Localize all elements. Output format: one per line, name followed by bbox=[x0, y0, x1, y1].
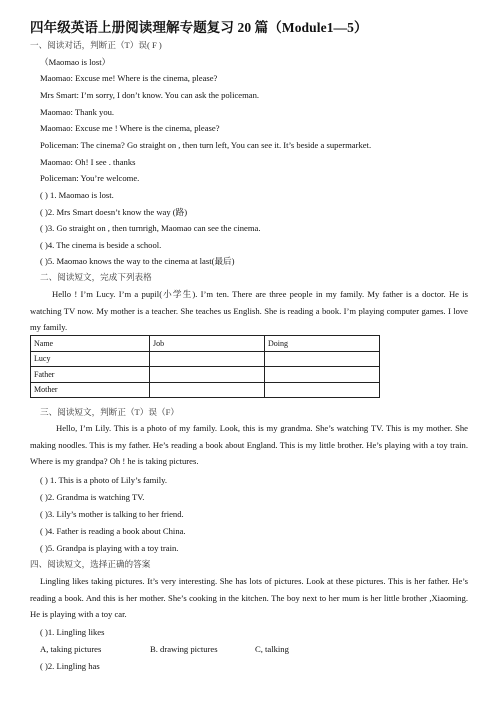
section-4-heading: 四、阅读短文，选择正确的答案 bbox=[30, 559, 151, 569]
table-header-row bbox=[31, 336, 380, 352]
question-line: ( )5. Grandpa is playing with a toy train. bbox=[40, 543, 179, 553]
dialogue-subtitle: （Maomao is lost） bbox=[40, 57, 111, 67]
question-line: ( )5. Maomao knows the way to the cinema at last(最后) bbox=[40, 256, 235, 266]
question-line: ( ) 1. Maomao is lost. bbox=[40, 190, 114, 200]
passage-lucy: Hello ! I’m Lucy. I’m a pupil(小学生). I’m ten. There are three people in my family. My father is a doctor. He is watching TV now. My mother is a teacher. She teaches us English. She is reading a book. I’m playing computer games. I love my family. bbox=[30, 289, 468, 333]
question-line: ( )2. Mrs Smart doesn’t know the way (路) bbox=[40, 207, 188, 217]
section-3-heading: 三、阅读短文，判断正（T）误（F） bbox=[40, 407, 179, 417]
table-cell bbox=[150, 367, 265, 383]
question-line: ( ) 1. This is a photo of Lily’s family. bbox=[40, 475, 167, 485]
question-line: ( )4. The cinema is beside a school. bbox=[40, 240, 162, 250]
table-row bbox=[31, 351, 380, 367]
section-2-heading: 二、阅读短文，完成下列表格 bbox=[40, 272, 152, 282]
question-line: ( )4. Father is reading a book about China. bbox=[40, 526, 186, 536]
table-cell bbox=[265, 367, 380, 383]
question-line: ( )1. Lingling likes bbox=[40, 627, 105, 637]
table-cell bbox=[150, 382, 265, 398]
table-cell: Mother bbox=[31, 382, 150, 398]
section-1-heading: 一、阅读对话，判断正（T）误( F ) bbox=[30, 40, 162, 50]
page-title: 四年级英语上册阅读理解专题复习 20 篇（Module1—5） bbox=[30, 20, 368, 35]
answer-option: B. drawing pictures bbox=[150, 644, 218, 654]
table-header-cell: Job bbox=[150, 336, 265, 352]
question-line: ( )2. Lingling has bbox=[40, 661, 100, 671]
table-cell: Father bbox=[31, 367, 150, 383]
table-cell bbox=[265, 382, 380, 398]
dialogue-line: Policeman: You’re welcome. bbox=[40, 173, 140, 183]
table-row bbox=[31, 367, 380, 383]
dialogue-line: Maomao: Excuse me ! Where is the cinema, please? bbox=[40, 123, 220, 133]
dialogue-line: Mrs Smart: I’m sorry, I don’t know. You can ask the policeman. bbox=[40, 90, 260, 100]
dialogue-line: Maomao: Excuse me! Where is the cinema, please? bbox=[40, 73, 218, 83]
table-cell: Lucy bbox=[31, 351, 150, 367]
passage-lily: Hello, I’m Lily. This is a photo of my family. Look, this is my grandma. She’s watching TV. This is my mother. She making noodles. This is my father. He’s reading a book about England. This is my little brother. He’s playing with a toy train. Where is my grandpa? Oh ! he is taking pictures. bbox=[30, 423, 468, 467]
passage-lingling: Lingling likes taking pictures. It’s very interesting. She has lots of pictures. Look at these pictures. This is her father. He’s reading a book. And this is her mother. She’s cooking in the kitchen. The boy next to her mum is her little brother ,Xiaoming. He is playing with a toy car. bbox=[30, 576, 468, 620]
answer-option: A, taking pictures bbox=[40, 644, 102, 654]
table-header-cell: Name bbox=[31, 336, 150, 352]
answer-option: C, talking bbox=[255, 644, 289, 654]
question-line: ( )3. Go straight on , then turnrigh, Maomao can see the cinema. bbox=[40, 223, 261, 233]
table-cell bbox=[265, 351, 380, 367]
dialogue-line: Maomao: Oh! I see . thanks bbox=[40, 157, 136, 167]
question-line: ( )2. Grandma is watching TV. bbox=[40, 492, 145, 502]
table-header-cell: Doing bbox=[265, 336, 380, 352]
question-line: ( )3. Lily’s mother is talking to her friend. bbox=[40, 509, 184, 519]
table-row bbox=[31, 382, 380, 398]
dialogue-line: Maomao: Thank you. bbox=[40, 107, 115, 117]
info-table bbox=[30, 335, 380, 398]
table-cell bbox=[150, 351, 265, 367]
dialogue-line: Policeman: The cinema? Go straight on , then turn left, You can see it. It’s beside a supermarket. bbox=[40, 140, 372, 150]
